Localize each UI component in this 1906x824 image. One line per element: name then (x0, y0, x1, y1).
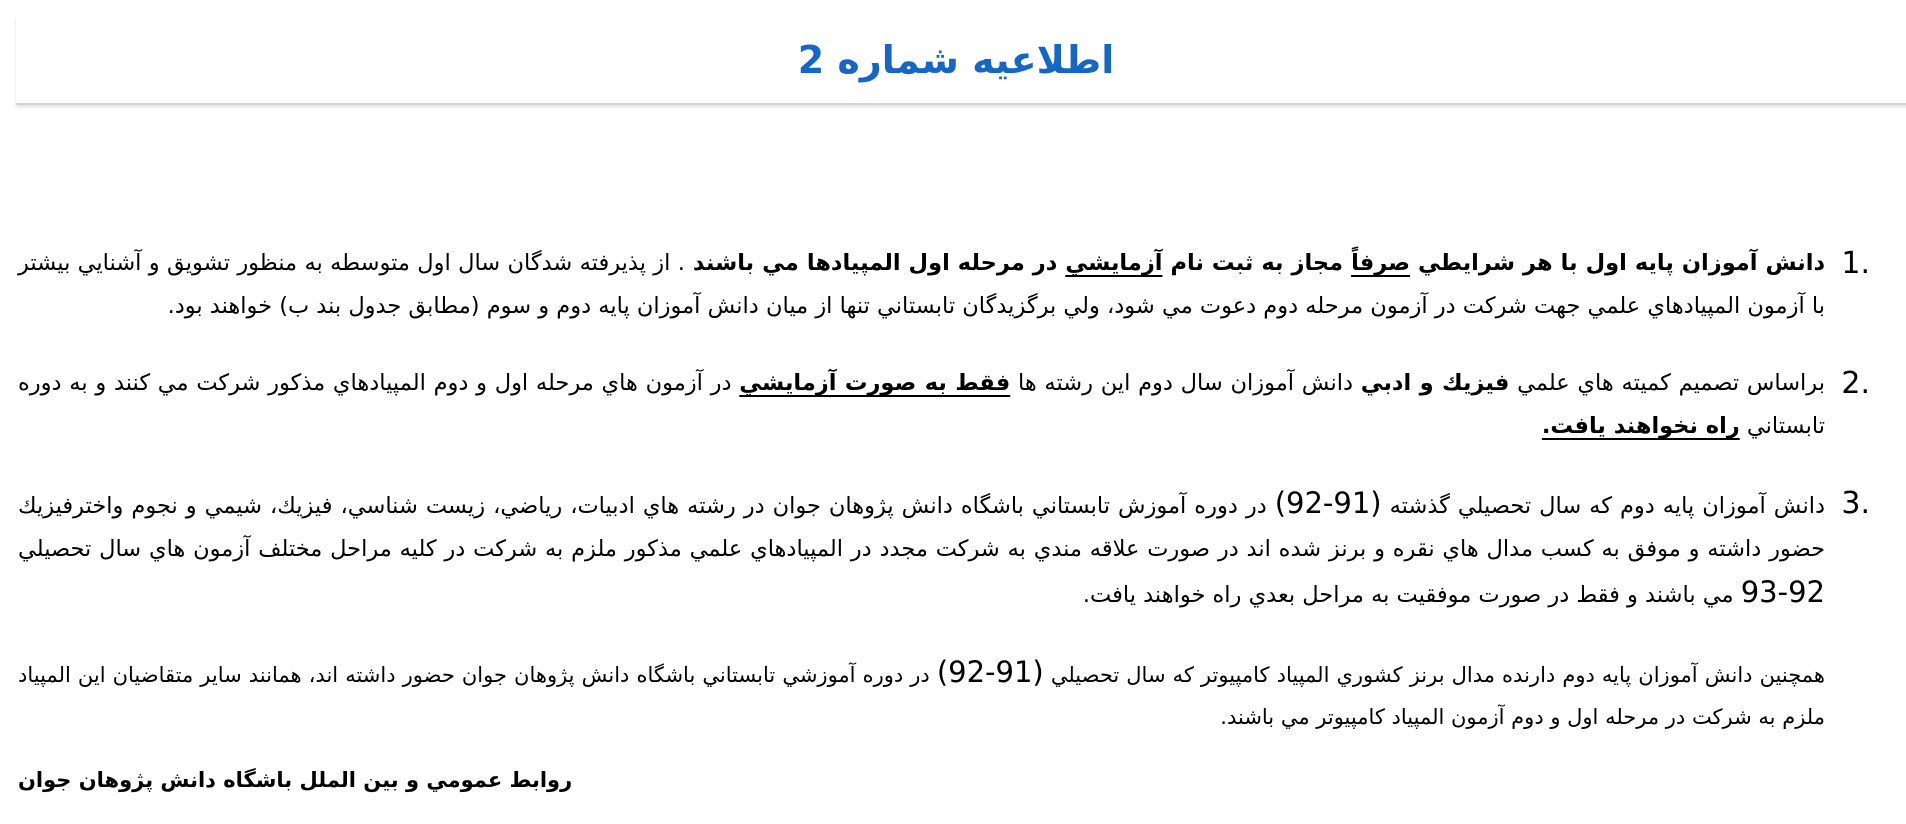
item-text: دانش آموزان پايه دوم كه سال تحصيلي گذشته (1381, 493, 1825, 519)
computer-olympiad-note (18, 651, 1870, 738)
item-number: 1. (1841, 246, 1870, 281)
item-text: در آزمون هاي مرحله اول و دوم المپيادهاي مذكور شركت مي كنند و به دوره تابستاني (18, 370, 1825, 439)
item-text: در دوره آموزش تابستاني باشگاه دانش پژوهان جوان در رشته هاي ادبيات، رياضي، زيست شناسي، فيزيك، شيمي و نجوم واخترفيزيك حضور داشته و موفق به كسب مدال هاي نقره و برنز شده اند در صورت علاقه مندي به شركت مجدد در المپيادهاي علمي مذكور ملزم به شركت در كليه مراحل مختلف آزمون هاي سال تحصيلي (18, 493, 1825, 562)
emphasis-text: مجاز به ثبت نام (1162, 250, 1352, 276)
paragraph-text: در دوره آموزشي تابستاني باشگاه دانش پژوهان جوان حضور داشته اند، همانند ساير متقاضيان اين المپياد ملزم به شركت در مرحله اول و دوم آزمون المپياد كامپيوتر مي باشند. (18, 663, 1825, 729)
underlined-text: صرفاً (1351, 250, 1411, 276)
rules-list (18, 242, 1870, 617)
list-item (18, 242, 1870, 328)
item-number: 3. (1841, 486, 1870, 521)
underlined-text: آزمايشي (1065, 250, 1163, 276)
list-item (18, 362, 1870, 448)
list-item (18, 482, 1870, 617)
item-text: مي باشند و فقط در صورت موفقيت به مراحل بعدي راه خواهند يافت. (1082, 582, 1741, 608)
underlined-text: فقط به صورت آزمايشي (739, 370, 1011, 396)
item-text: دانش آموزان سال دوم اين رشته ها (1010, 370, 1361, 396)
emphasis-text: در مرحله اول المپيادها مي باشند (684, 250, 1066, 276)
item-text: براساس تصميم كميته هاي علمي (1509, 370, 1825, 396)
emphasis-text: فيزيك و ادبي (1360, 370, 1510, 396)
underlined-text: راه نخواهند يافت. (1541, 413, 1740, 439)
school-year: 93-92 (1740, 575, 1825, 609)
school-year: (92-91) (936, 655, 1044, 689)
item-number: 2. (1841, 366, 1870, 401)
page-title: اطلاعيه شماره 2 (797, 38, 1115, 82)
paragraph-text: همچنين دانش آموزان پايه دوم دارنده مدال برنز كشوري المپياد كامپيوتر كه سال تحصيلي (1043, 663, 1826, 687)
announcement-header (16, 17, 1906, 105)
signature-line: روابط عمومي و بين الملل باشگاه دانش پژوهان جوان (18, 768, 573, 792)
announcement-body (18, 242, 1870, 759)
emphasis-text: دانش آموزان پايه اول با هر شرايطي (1410, 250, 1825, 276)
school-year: (92-91) (1274, 486, 1382, 520)
item-text: . از پذيرفته شدگان سال اول متوسطه به منظور تشويق و آشنايي بيشتر با آزمون المپيادهاي علمي جهت شركت در آزمون مرحله دوم دعوت مي شود، ولي برگزيدگان تابستاني تنها از ميان دانش آموزان پايه دوم و سوم (مطابق جدول بند ب) خواهند بود. (18, 250, 1825, 319)
